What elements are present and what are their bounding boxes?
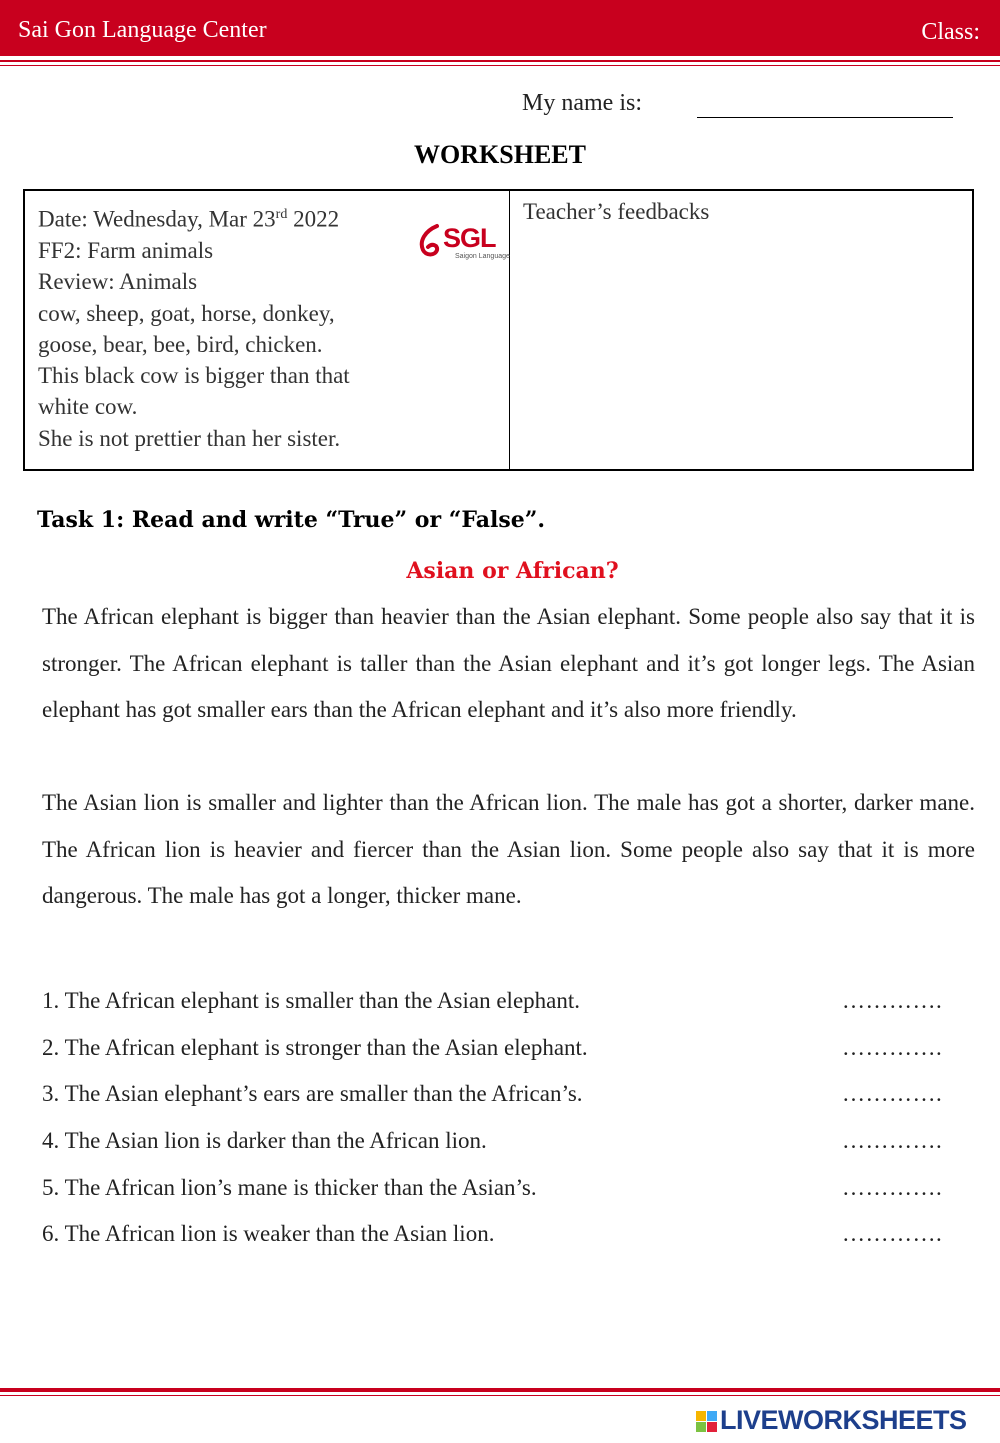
reading-title: Asian or African? [406,558,619,584]
sgl-swoosh-icon [415,223,445,263]
lesson-line: cow, sheep, goat, horse, donkey, [38,300,335,326]
answer-blank[interactable]: …………. [842,1175,943,1200]
liveworksheets-logo [696,1405,996,1439]
sgl-logo-subtext: Saigon Language [455,253,510,260]
question-text: 5. The African lion’s mane is thicker than the Asian’s. [42,1175,537,1200]
lesson-line: goose, bear, bee, bird, chicken. [38,331,323,357]
question-text: 6. The African lion is weaker than the Asian lion. [42,1221,495,1246]
header-rule [0,60,1000,62]
passage-paragraph-elephant: The African elephant is bigger than heavier than the Asian elephant. Some people also say that it is stronger. The African elephant is taller than the Asian elephant and it’s got longer legs. The Asian elephant has got smaller ears than the African elephant and it’s also more friendly. [42,604,975,723]
lesson-line: Review: Animals [38,269,198,295]
question-row [42,1035,962,1075]
lesson-date: Date: Wednesday, Mar 23rd 2022 [38,206,340,232]
question-text: 1. The African elephant is smaller than the Asian elephant. [42,988,580,1013]
passage-paragraph-lion: The Asian lion is smaller and lighter than the African lion. The male has got a shorter, darker mane. The African lion is heavier and fiercer than the Asian lion. Some people also say that it is more dangerous. The male has got a longer, thicker mane. [42,790,975,909]
page-title: WORKSHEET [414,140,586,169]
lesson-line: She is not prettier than her sister. [38,425,341,451]
name-input-line[interactable] [697,117,953,118]
answer-blank[interactable]: …………. [842,988,943,1013]
question-text: 3. The Asian elephant’s ears are smaller than the African’s. [42,1081,583,1106]
footer-rule [0,1388,1000,1392]
lesson-line: FF2: Farm animals [38,237,214,263]
name-label: My name is: [522,90,642,116]
header-rule-secondary [0,65,1000,66]
liveworksheets-blocks-icon [696,1411,718,1433]
question-row [42,1175,962,1215]
center-name: Sai Gon Language Center [18,17,267,43]
liveworksheets-text: LIVEWORKSHEETS [720,1405,967,1435]
footer-rule-secondary [0,1395,1000,1396]
lesson-line: white cow. [38,394,138,420]
answer-blank[interactable]: …………. [842,1128,943,1153]
sgl-logo [415,223,511,263]
sgl-logo-text: SGL [443,223,496,253]
info-table [23,189,974,471]
task-title: Task 1: Read and write “True” or “False”. [37,507,546,533]
question-row [42,1221,962,1261]
header-bar [0,0,1000,56]
question-row [42,1081,962,1121]
question-text: 2. The African elephant is stronger than the Asian elephant. [42,1035,588,1060]
question-text: 4. The Asian lion is darker than the African lion. [42,1128,487,1153]
lesson-line: This black cow is bigger than that [38,363,350,389]
answer-blank[interactable]: …………. [842,1081,943,1106]
answer-blank[interactable]: …………. [842,1035,943,1060]
class-label: Class: [921,19,980,45]
question-row [42,988,962,1028]
teacher-feedback-label: Teacher’s feedbacks [523,199,710,224]
question-row [42,1128,962,1168]
answer-blank[interactable]: …………. [842,1221,943,1246]
